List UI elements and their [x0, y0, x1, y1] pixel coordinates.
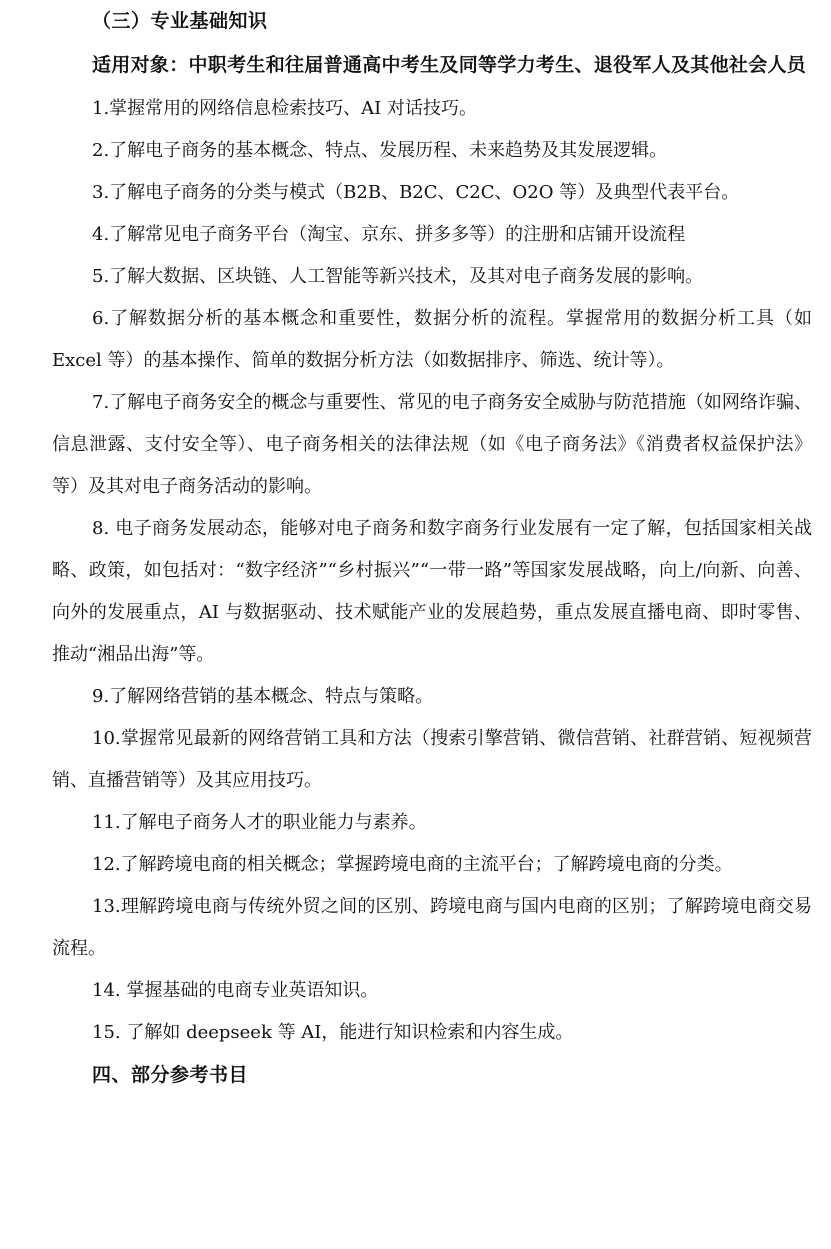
- section-heading: （三）专业基础知识: [92, 10, 268, 32]
- list-item: 8. 电子商务发展动态，能够对电子商务和数字商务行业发展有一定了解，包括国家相关战略、政策，如包括对：“数字经济”“乡村振兴”“一带一路”等国家发展战略，向上/向新、向善、向外的发展重点，AI 与数据驱动、技术赋能产业的发展趋势，重点发展直播电商、即时零售、推动“湘品出海”等。: [52, 518, 812, 665]
- list-item: 4.了解常见电子商务平台（淘宝、京东、拼多多等）的注册和店铺开设流程: [92, 224, 686, 245]
- list-item: 15. 了解如 deepseek 等 AI，能进行知识检索和内容生成。: [92, 1022, 574, 1043]
- list-item: 6.了解数据分析的基本概念和重要性，数据分析的流程。掌握常用的数据分析工具（如 Excel 等）的基本操作、简单的数据分析方法（如数据排序、筛选、统计等）。: [52, 308, 812, 371]
- list-item: 2.了解电子商务的基本概念、特点、发展历程、未来趋势及其发展逻辑。: [92, 140, 668, 161]
- list-item: 9.了解网络营销的基本概念、特点与策略。: [92, 686, 434, 707]
- list-item: 12.了解跨境电商的相关概念；掌握跨境电商的主流平台；了解跨境电商的分类。: [92, 854, 733, 875]
- list-item: 1.掌握常用的网络信息检索技巧、AI 对话技巧。: [92, 98, 478, 119]
- list-item: 3.了解电子商务的分类与模式（B2B、B2C、C2C、O2O 等）及典型代表平台。: [92, 182, 740, 203]
- list-item: 11.了解电子商务人才的职业能力与素养。: [92, 812, 427, 833]
- list-item: 10.掌握常见最新的网络营销工具和方法（搜索引擎营销、微信营销、社群营销、短视频营销、直播营销等）及其应用技巧。: [52, 728, 812, 791]
- next-section-heading: 四、部分参考书目: [92, 1064, 249, 1086]
- list-item: 14. 掌握基础的电商专业英语知识。: [92, 980, 379, 1001]
- list-item: 13.理解跨境电商与传统外贸之间的区别、跨境电商与国内电商的区别；了解跨境电商交易流程。: [52, 896, 812, 959]
- list-item: 5.了解大数据、区块链、人工智能等新兴技术，及其对电子商务发展的影响。: [92, 266, 704, 287]
- audience-statement: 适用对象：中职考生和往届普通高中考生及同等学力考生、退役军人及其他社会人员: [92, 54, 807, 76]
- knowledge-item-list: [52, 88, 812, 1054]
- list-item: 7.了解电子商务安全的概念与重要性、常见的电子商务安全威胁与防范措施（如网络诈骗、信息泄露、支付安全等）、电子商务相关的法律法规（如《电子商务法》《消费者权益保护法》等）及其对电子商务活动的影响。: [52, 392, 812, 497]
- document-page: [52, 0, 812, 1088]
